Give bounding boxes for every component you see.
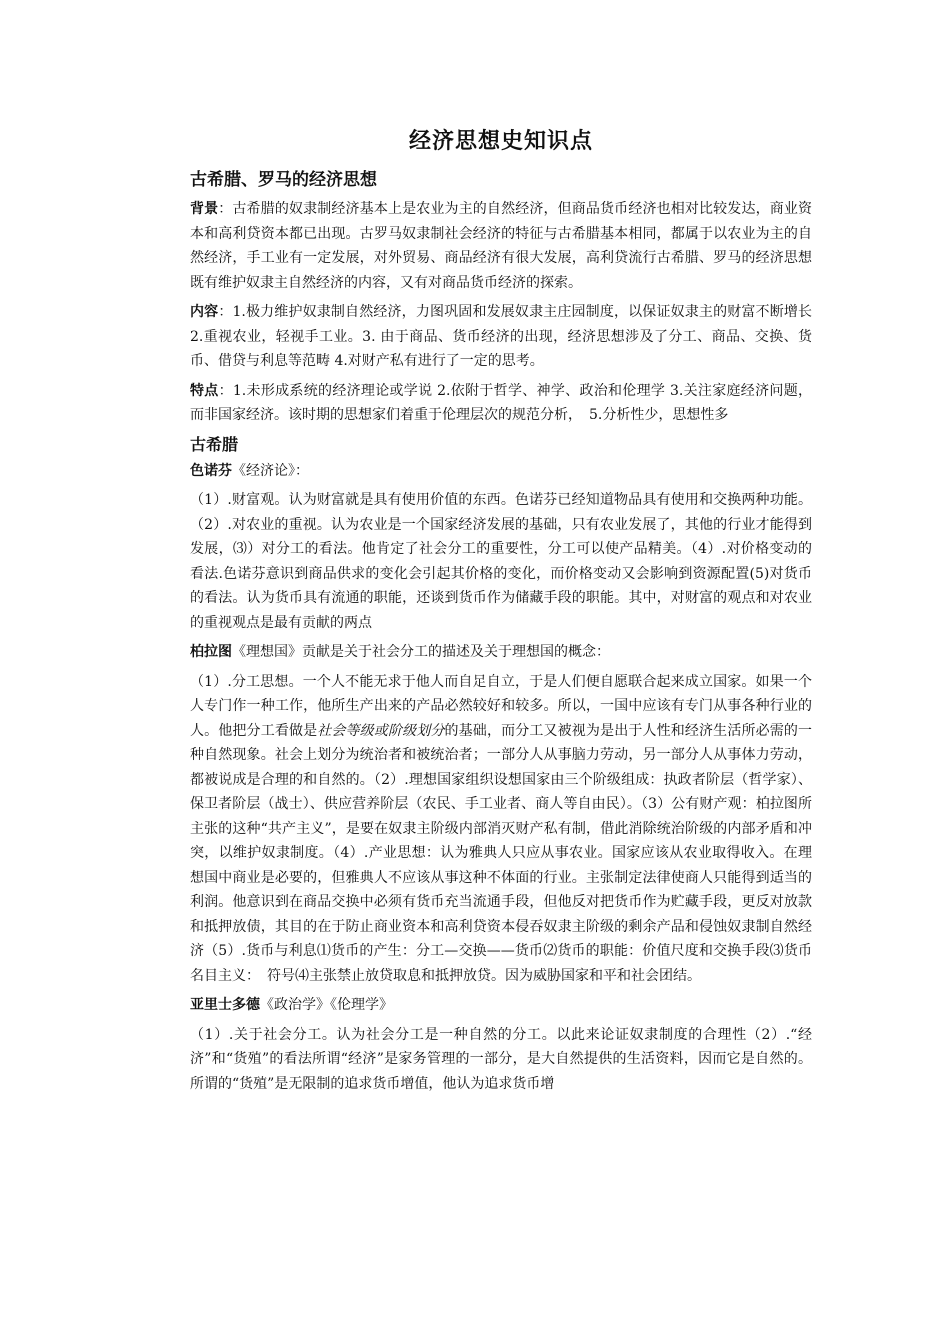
content-text: ：1.极力维护奴隶制自然经济，力图巩固和发展奴隶主庄园制度，以保证奴隶主的财富不断增长 2.重视农业，轻视手工业。3. 由于商品、货币经济的出现，经济思想涉及了分工、商品、交换、货币、借贷与利息等范畴 4.对财产私有进行了一定的思考。: [190, 304, 812, 369]
plato-name: 柏拉图: [190, 644, 232, 660]
aristotle-heading: [190, 993, 812, 1018]
xenophon-heading: [190, 459, 812, 484]
xenophon-name: 色诺芬: [190, 462, 232, 479]
aristotle-paragraph: （1）.关于社会分工。认为社会分工是一种自然的分工。以此来论证奴隶制度的合理性（2）.“经济”和“货殖”的看法所谓“经济”是家务管理的一部分，是大自然提供的生活资料，因而它是自然的。所谓的“货殖”是无限制的追求货币增值，他认为追求货币增: [190, 1026, 812, 1092]
features-text: ：1.未形成系统的经济理论或学说 2.依附于哲学、神学、政治和伦理学 3.关注家庭经济问题，而非国家经济。该时期的思想家们着重于伦理层次的规范分析， 5.分析性少，思想性多: [190, 382, 812, 423]
plato-work: 《理想国》贡献是关于社会分工的描述及关于理想国的概念：: [232, 644, 610, 660]
document-body: [190, 125, 812, 1101]
xenophon-paragraph: （1）.财富观。认为财富就是具有使用价值的东西。色诺芬已经知道物品具有使用和交换两种功能。（2）.对农业的重视。认为农业是一个国家经济发展的基础，只有农业发展了，其他的行业才能得到发展，⑶）对分工的看法。他肯定了社会分工的重要性，分工可以使产品精美。（4）.对价格变动的看法.色诺芬意识到商品供求的变化会引起其价格的变化，而价格变动又会影响到资源配置(5)对货币的看法。认为货币具有流通的职能，还谈到货币作为储藏手段的职能。其中，对财富的观点和对农业的重视观点是最有贡献的两点: [190, 492, 812, 631]
plato-paragraph: [190, 670, 812, 989]
background-text: ：古希腊的奴隶制经济基本上是农业为主的自然经济，但商品货币经济也相对比较发达，商业资本和高利贷资本都已出现。古罗马奴隶制社会经济的特征与古希腊基本相同，都属于以农业为主的自然经济，手工业有一定发展，对外贸易、商品经济有很大发展，高利贷流行古希腊、罗马的经济思想既有维护奴隶主自然经济的内容，又有对商品货币经济的探索。: [190, 201, 812, 291]
plato-heading: [190, 640, 812, 665]
content-label: 内容: [190, 304, 219, 320]
plato-text-emphasis: 社会等级或阶级划分: [317, 722, 445, 739]
background-label: 背景: [190, 201, 219, 217]
aristotle-work: 《政治学》《伦理学》: [260, 997, 393, 1013]
section-title: 古希腊、罗马的经济思想: [190, 170, 377, 190]
aristotle-name: 亚里士多德: [190, 997, 260, 1013]
background-paragraph: [190, 197, 812, 295]
features-paragraph: [190, 379, 812, 428]
subsection-title: 古希腊: [190, 434, 239, 454]
plato-text-part-2: 的基础，而分工又被视为是出于人性和经济生活所必需的一种自然现象。社会上划分为统治者和被统治者；一部分人从事脑力劳动，另一部分人从事体力劳动，都被说成是合理的和自然的。（2）.理想国家组织设想国家由三个阶级组成：执政者阶层（哲学家）、保卫者阶层（战士）、供应营养阶层（农民、手工业者、商人等自由民）。（3）公有财产观：柏拉图所主张的这种“共产主义”，是要在奴隶主阶级内部消灭财产私有制，借此消除统治阶级的内部矛盾和冲突，以维护奴隶制度。（4）.产业思想：认为雅典人只应从事农业。国家应该从农业取得收入。在理想国中商业是必要的，但雅典人不应该从事这种不体面的行业。主张制定法律使商人只能得到适当的利润。他意识到在商品交换中必须有货币充当流通手段，但他反对把货币作为贮藏手段，更反对放款和抵押放债，其目的在于防止商业资本和高利贷资本侵吞奴隶主阶级的剩余产品和侵蚀奴隶制自然经济（5）.货币与利息⑴货币的产生：分工—交换——货币⑵货币的职能：价值尺度和交换手段⑶货币名目主义： 符号⑷主张禁止放贷取息和抵押放贷。因为威胁国家和平和社会团结。: [190, 722, 813, 984]
plato-text-part-1: （1）.分工思想。一个人不能无求于他人而自足自立，于是人们便自愿联合起来成立国家。如果一个人专门作一种工作，他所生产出来的产品必然较好和较多。所以，一国中应该有专门从事各种行业的人。他把分工看做是: [190, 673, 812, 739]
xenophon-work: 《经济论》：: [232, 462, 309, 479]
document-title: 经济思想史知识点: [408, 129, 593, 154]
features-label: 特点: [190, 382, 219, 399]
content-paragraph: [190, 300, 812, 374]
